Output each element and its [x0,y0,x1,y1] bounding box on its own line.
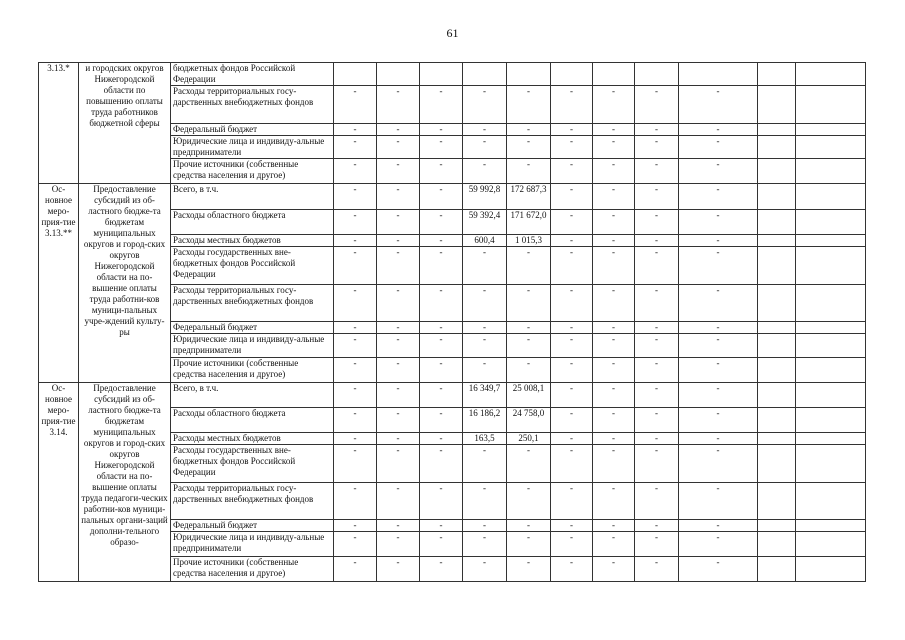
value-cell: - [334,210,377,235]
value-cell: - [377,520,420,532]
value-cell: 59 992,8 [463,184,507,210]
value-cell: - [593,86,635,124]
value-cell: - [463,557,507,582]
value-cell: - [377,210,420,235]
measure-code: 3.13.* [39,63,79,184]
value-cell: - [334,483,377,520]
value-cell: - [551,383,593,408]
value-cell: 1 015,3 [507,235,551,247]
funding-source: Расходы территориальных госу-дарственных внебюджетных фондов [171,285,334,322]
value-cell: - [420,285,463,322]
value-cell: - [420,184,463,210]
value-cell: - [334,358,377,383]
value-cell [758,557,796,582]
funding-source: Расходы территориальных госу-дарственных внебюджетных фондов [171,86,334,124]
funding-source: Расходы местных бюджетов [171,235,334,247]
value-cell: - [551,235,593,247]
value-cell: - [377,184,420,210]
value-cell: - [463,532,507,557]
value-cell: - [679,247,758,285]
value-cell: 171 672,0 [507,210,551,235]
value-cell: - [334,184,377,210]
value-cell: - [593,210,635,235]
value-cell [758,86,796,124]
value-cell: - [463,520,507,532]
value-cell: - [551,520,593,532]
value-cell: - [551,408,593,433]
value-cell [758,159,796,184]
value-cell: - [635,520,679,532]
funding-source: Расходы областного бюджета [171,210,334,235]
value-cell [796,483,866,520]
value-cell: 163,5 [463,433,507,445]
value-cell: - [635,159,679,184]
value-cell: - [334,520,377,532]
value-cell [758,334,796,358]
value-cell: - [420,322,463,334]
value-cell [758,124,796,136]
value-cell [796,210,866,235]
value-cell: - [551,483,593,520]
value-cell: - [635,445,679,483]
value-cell: - [551,247,593,285]
value-cell: - [507,136,551,159]
value-cell [377,63,420,86]
value-cell: - [679,334,758,358]
value-cell [796,433,866,445]
value-cell: 24 758,0 [507,408,551,433]
value-cell [420,63,463,86]
value-cell: - [679,285,758,322]
value-cell: - [593,334,635,358]
value-cell: - [551,124,593,136]
value-cell: - [377,408,420,433]
value-cell: - [679,557,758,582]
value-cell [796,445,866,483]
value-cell: - [377,334,420,358]
value-cell: 600,4 [463,235,507,247]
value-cell: - [679,383,758,408]
value-cell [758,383,796,408]
value-cell [796,159,866,184]
value-cell: - [593,532,635,557]
value-cell: - [635,184,679,210]
value-cell: - [507,247,551,285]
value-cell: - [507,334,551,358]
value-cell: - [334,322,377,334]
value-cell: - [463,136,507,159]
value-cell: - [593,124,635,136]
funding-source: Прочие источники (собственные средства населения и другое) [171,159,334,184]
value-cell: - [635,383,679,408]
value-cell [796,136,866,159]
value-cell: - [334,557,377,582]
table-row [39,383,866,408]
value-cell: - [377,358,420,383]
value-cell [796,285,866,322]
value-cell: - [593,408,635,433]
value-cell: - [377,124,420,136]
value-cell: - [377,445,420,483]
funding-source: Всего, в т.ч. [171,383,334,408]
value-cell: - [463,247,507,285]
value-cell: - [334,136,377,159]
value-cell: - [507,124,551,136]
funding-source: Всего, в т.ч. [171,184,334,210]
value-cell: - [551,210,593,235]
value-cell [758,285,796,322]
value-cell: - [551,433,593,445]
value-cell: - [593,247,635,285]
value-cell: - [679,210,758,235]
value-cell: - [463,322,507,334]
value-cell: - [334,433,377,445]
funding-source: Прочие источники (собственные средства населения и другое) [171,358,334,383]
value-cell [796,235,866,247]
value-cell [758,322,796,334]
value-cell: - [635,247,679,285]
value-cell: - [507,520,551,532]
value-cell: - [551,334,593,358]
measure-name: и городских округов Нижегородской области по повышению оплаты труда работников бюджетной сферы [79,63,171,184]
value-cell [758,445,796,483]
value-cell: - [420,124,463,136]
value-cell: - [377,433,420,445]
value-cell: - [420,383,463,408]
value-cell: - [679,136,758,159]
funding-source: Юридические лица и индивиду-альные предприниматели [171,334,334,358]
value-cell [796,184,866,210]
value-cell: - [593,159,635,184]
value-cell: - [334,334,377,358]
value-cell [758,210,796,235]
table-row [39,184,866,210]
value-cell: - [334,159,377,184]
value-cell: 250,1 [507,433,551,445]
value-cell: - [593,445,635,483]
value-cell: - [679,483,758,520]
value-cell: - [377,159,420,184]
value-cell: - [679,358,758,383]
value-cell [796,408,866,433]
value-cell: - [377,322,420,334]
value-cell: - [377,285,420,322]
value-cell [758,235,796,247]
value-cell: - [420,358,463,383]
value-cell: 16 349,7 [463,383,507,408]
value-cell: - [551,557,593,582]
value-cell: - [420,210,463,235]
value-cell [507,63,551,86]
value-cell: - [551,285,593,322]
value-cell: - [507,532,551,557]
value-cell: - [635,408,679,433]
value-cell: - [420,445,463,483]
value-cell: - [679,235,758,247]
value-cell: 59 392,4 [463,210,507,235]
value-cell: - [635,334,679,358]
value-cell: - [635,358,679,383]
value-cell: - [420,86,463,124]
value-cell [463,63,507,86]
measure-code: Ос-новное меро-прия-тие 3.14. [39,383,79,582]
value-cell: - [551,532,593,557]
value-cell: - [334,86,377,124]
value-cell: - [679,322,758,334]
value-cell: - [463,86,507,124]
value-cell: - [377,483,420,520]
page-number: 61 [446,26,459,40]
value-cell [593,63,635,86]
value-cell: - [420,159,463,184]
value-cell: - [679,184,758,210]
funding-source: Расходы государственных вне-бюджетных фондов Российской Федерации [171,247,334,285]
funding-source: Прочие источники (собственные средства населения и другое) [171,557,334,582]
value-cell [796,124,866,136]
measure-name: Предоставление субсидий из об-ластного бюдже-та бюджетам муниципальных округов и город-ских округов Нижегородской области на по-вышение оплаты труда работни-ков муници-пальных учре-ждений культу-ры [79,184,171,383]
value-cell [551,63,593,86]
value-cell: - [551,159,593,184]
value-cell: - [420,520,463,532]
value-cell: 172 687,3 [507,184,551,210]
value-cell: - [635,136,679,159]
funding-source: Федеральный бюджет [171,520,334,532]
value-cell: - [420,247,463,285]
value-cell: - [377,247,420,285]
value-cell: - [635,124,679,136]
value-cell [796,520,866,532]
value-cell: - [377,532,420,557]
value-cell: - [679,159,758,184]
value-cell [796,63,866,86]
value-cell [635,63,679,86]
value-cell: - [551,86,593,124]
value-cell: - [635,483,679,520]
value-cell: - [377,235,420,247]
funding-source: бюджетных фондов Российской Федерации [171,63,334,86]
value-cell [796,86,866,124]
value-cell: - [551,358,593,383]
value-cell: - [420,136,463,159]
value-cell: - [551,184,593,210]
funding-source: Федеральный бюджет [171,124,334,136]
value-cell: - [507,557,551,582]
value-cell: - [507,483,551,520]
value-cell: - [507,159,551,184]
value-cell: - [679,520,758,532]
value-cell: - [420,557,463,582]
value-cell: - [679,532,758,557]
value-cell [758,433,796,445]
value-cell: - [635,86,679,124]
value-cell: - [635,532,679,557]
value-cell [334,63,377,86]
value-cell [758,63,796,86]
funding-source: Федеральный бюджет [171,322,334,334]
measure-name: Предоставление субсидий из об-ластного бюдже-та бюджетам муниципальных округов и город-ских округов Нижегородской области на по-вышение оплаты труда педагоги-ческих работни-ков муници-пальных органи-заций дополни-тельного образо- [79,383,171,582]
value-cell [758,184,796,210]
value-cell: - [551,322,593,334]
value-cell: - [377,136,420,159]
value-cell: - [377,86,420,124]
value-cell: - [463,334,507,358]
value-cell: - [679,86,758,124]
value-cell [796,532,866,557]
value-cell: - [507,285,551,322]
value-cell: - [377,557,420,582]
value-cell [758,358,796,383]
value-cell: - [420,483,463,520]
value-cell: - [507,86,551,124]
value-cell [758,483,796,520]
value-cell: - [593,358,635,383]
value-cell: - [463,285,507,322]
value-cell: - [635,433,679,445]
value-cell: - [593,285,635,322]
value-cell: - [420,408,463,433]
value-cell [758,408,796,433]
budget-table [38,62,866,582]
value-cell [758,136,796,159]
value-cell: - [635,285,679,322]
value-cell: - [551,445,593,483]
value-cell: - [334,235,377,247]
value-cell: 25 008,1 [507,383,551,408]
value-cell: - [334,532,377,557]
value-cell [758,520,796,532]
value-cell [758,532,796,557]
value-cell: - [334,408,377,433]
value-cell: - [334,383,377,408]
value-cell: - [334,285,377,322]
value-cell: - [593,136,635,159]
value-cell: - [593,433,635,445]
funding-source: Юридические лица и индивиду-альные предприниматели [171,136,334,159]
value-cell [796,334,866,358]
value-cell: - [635,235,679,247]
value-cell: - [593,322,635,334]
value-cell: - [507,358,551,383]
value-cell: - [679,433,758,445]
value-cell: - [593,520,635,532]
value-cell: 16 186,2 [463,408,507,433]
value-cell: - [463,358,507,383]
value-cell: - [679,408,758,433]
value-cell: - [507,445,551,483]
table-row [39,63,866,86]
value-cell [796,383,866,408]
value-cell: - [463,483,507,520]
value-cell: - [420,433,463,445]
value-cell: - [635,557,679,582]
value-cell: - [551,136,593,159]
value-cell: - [593,383,635,408]
value-cell [796,358,866,383]
value-cell: - [420,334,463,358]
value-cell [679,63,758,86]
value-cell: - [463,124,507,136]
value-cell: - [507,322,551,334]
value-cell: - [593,184,635,210]
funding-source: Расходы государственных вне-бюджетных фондов Российской Федерации [171,445,334,483]
funding-source: Расходы территориальных госу-дарственных внебюджетных фондов [171,483,334,520]
value-cell: - [635,322,679,334]
value-cell [796,557,866,582]
value-cell [796,247,866,285]
value-cell: - [593,235,635,247]
value-cell: - [679,124,758,136]
value-cell [758,247,796,285]
value-cell: - [334,247,377,285]
value-cell: - [635,210,679,235]
funding-source: Расходы областного бюджета [171,408,334,433]
value-cell: - [593,557,635,582]
measure-code: Ос-новное меро-прия-тие 3.13.** [39,184,79,383]
value-cell: - [420,532,463,557]
value-cell [796,322,866,334]
value-cell: - [334,124,377,136]
value-cell: - [377,383,420,408]
value-cell: - [420,235,463,247]
value-cell: - [679,445,758,483]
value-cell: - [334,445,377,483]
funding-source: Юридические лица и индивиду-альные предприниматели [171,532,334,557]
value-cell: - [463,445,507,483]
value-cell: - [593,483,635,520]
funding-source: Расходы местных бюджетов [171,433,334,445]
value-cell: - [463,159,507,184]
